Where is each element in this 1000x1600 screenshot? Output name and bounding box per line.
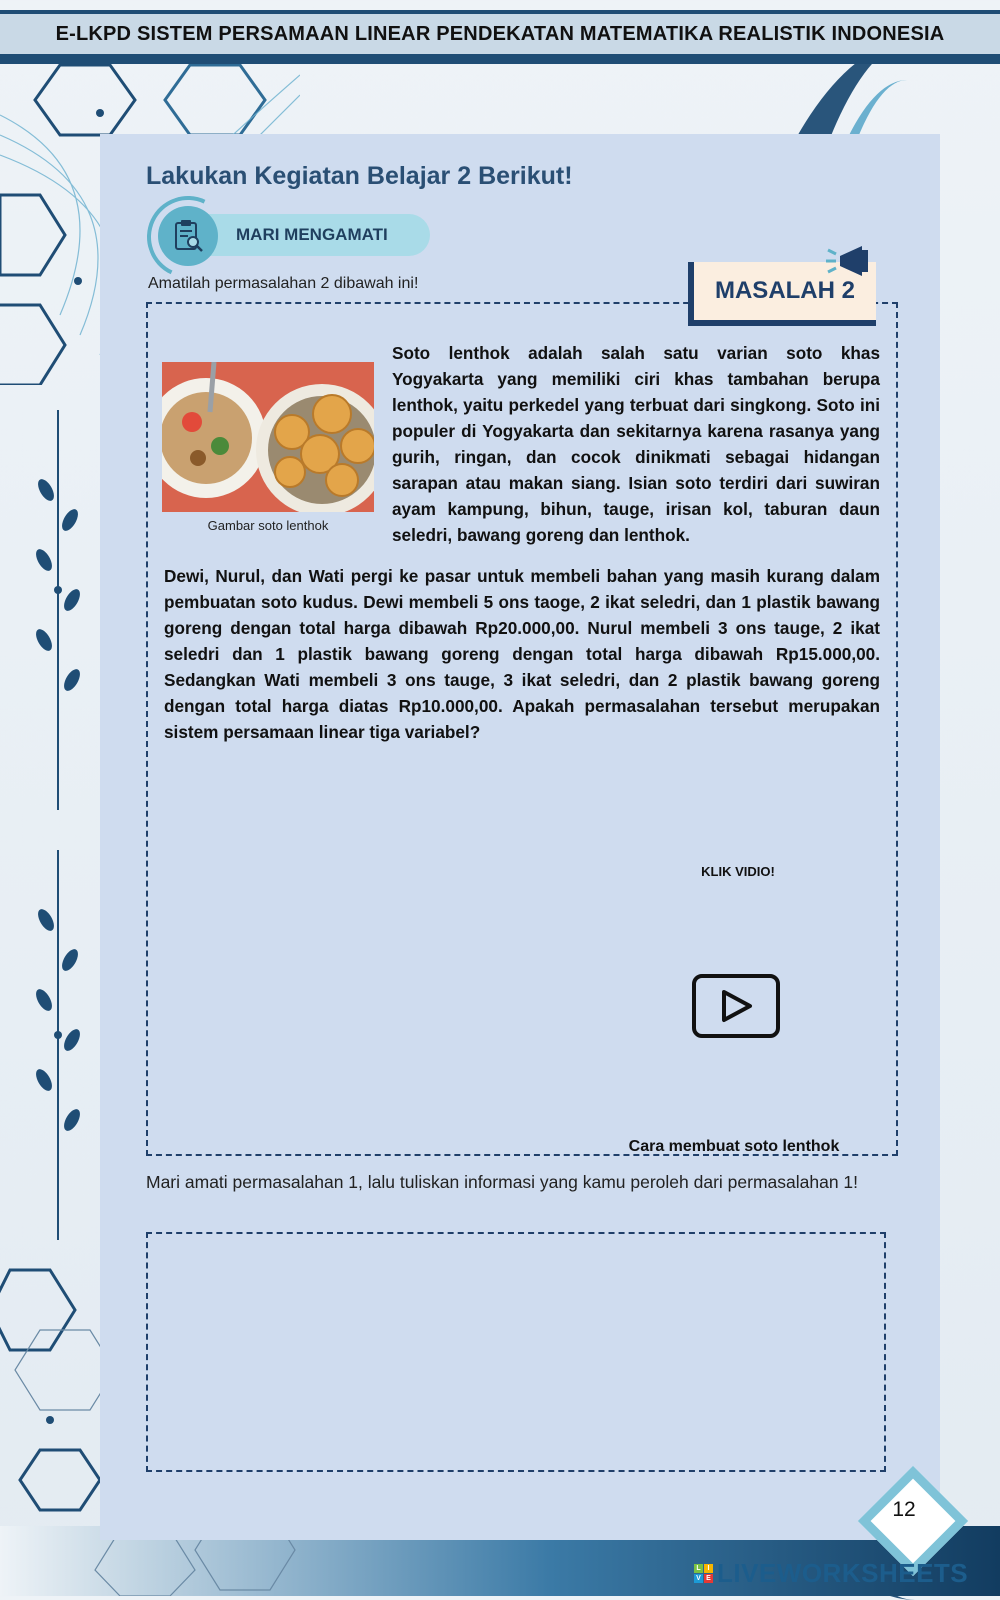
megaphone-icon bbox=[826, 242, 876, 282]
page-number-badge bbox=[862, 1470, 946, 1554]
section-badge-label: MARI MENGAMATI bbox=[236, 225, 388, 244]
photo-caption: Gambar soto lenthok bbox=[207, 518, 329, 533]
intro-paragraph: Soto lenthok adalah salah satu varian soto khas Yogyakarta yang memiliki ciri khas tambahan berupa lenthok, yaitu perkedel yang terbuat dari singkong. Soto ini populer di Yogyakarta dan sekitarnya karena rasanya yang gurih, ringan, dan cocok dinikmati sebagai hidangan sarapan atau makan siang. Isian soto terdiri dari suwiran ayam kampung, bihun, tauge, irisan kol, taburan daun seledri, bawang goreng dan lenthok. bbox=[392, 343, 880, 545]
story-paragraph: Dewi, Nurul, dan Wati pergi ke pasar untuk membeli bahan yang masih kurang dalam pembuatan soto kudus. Dewi membeli 5 ons taoge, 2 ikat seledri, dan 1 plastik bawang goreng dengan total harga dibawah Rp20.000,00. Nurul membeli 3 ons tauge, 2 ikat seledri dan 1 plastik bawang goreng dengan total harga dibawah Rp15.000,00. Sedangkan Wati membeli 3 ons tauge, 3 ikat seledri, dan 2 plastik bawang goreng dengan total harga diatas Rp10.000,00. Apakah permasalahan tersebut merupakan sistem persamaan linear tiga variabel? bbox=[164, 566, 880, 742]
instruction-text: Amatilah permasalahan 2 dibawah ini! bbox=[148, 275, 419, 292]
video-prompt: KLIK VIDIO! bbox=[701, 864, 775, 879]
logo-tile-l: L bbox=[694, 1564, 703, 1573]
video-caption: Cara membuat soto lenthok bbox=[628, 1138, 840, 1155]
liveworksheets-text: LIVEWORKSHEETS bbox=[717, 1558, 969, 1588]
logo-tile-v: V bbox=[694, 1574, 703, 1583]
clipboard-search-icon bbox=[158, 206, 218, 266]
floral-vine-upper bbox=[28, 410, 88, 810]
play-video-button[interactable] bbox=[692, 974, 780, 1038]
activity-title: Lakukan Kegiatan Belajar 2 Berikut! bbox=[146, 162, 573, 190]
liveworksheets-logo bbox=[694, 1564, 713, 1583]
worksheet-card bbox=[100, 134, 940, 1540]
logo-tile-e: E bbox=[704, 1574, 713, 1583]
answer-input-box[interactable] bbox=[146, 1232, 886, 1472]
problem-label-text: MASALAH 2 bbox=[714, 277, 855, 304]
soto-lenthok-photo bbox=[162, 362, 374, 512]
header-bar bbox=[0, 10, 1000, 64]
document-title: E-LKPD SISTEM PERSAMAAN LINEAR PENDEKATAN MATEMATIKA REALISTIK INDONESIA bbox=[55, 22, 945, 45]
answer-prompt: Mari amati permasalahan 1, lalu tuliskan informasi yang kamu peroleh dari permasalahan 1! bbox=[146, 1172, 859, 1192]
page-number: 12 bbox=[892, 1498, 916, 1521]
logo-tile-i: I bbox=[704, 1564, 713, 1573]
floral-vine-lower bbox=[28, 850, 88, 1240]
liveworksheets-watermark bbox=[694, 1558, 968, 1589]
play-icon bbox=[716, 988, 756, 1024]
